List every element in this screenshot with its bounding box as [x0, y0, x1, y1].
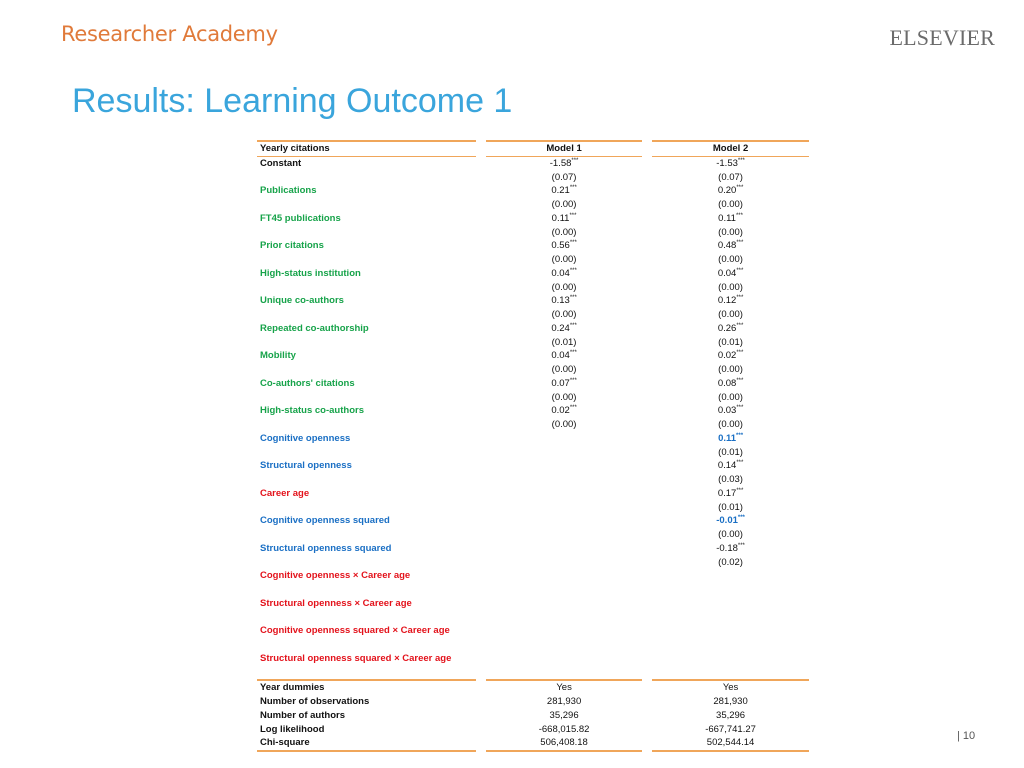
model-2-coefficient — [652, 239, 809, 253]
statistic-label: Log likelihood — [260, 723, 325, 735]
model-2-coefficient — [652, 624, 809, 638]
model-1-standard-error — [486, 611, 643, 625]
coefficient-row — [257, 432, 809, 446]
model-1-coefficient — [486, 542, 643, 556]
empty-label — [257, 336, 476, 350]
empty-label — [257, 391, 476, 405]
model-2-coefficient — [652, 294, 809, 308]
variable-label: FT45 publications — [260, 212, 341, 224]
significance-stars: *** — [569, 267, 577, 274]
coefficient-row — [257, 404, 809, 418]
coefficient-value: 0.08 — [717, 377, 737, 389]
model-2-statistic: 281,930 — [713, 696, 748, 707]
coefficient-value: -1.53 — [716, 157, 738, 169]
empty-label — [257, 418, 476, 432]
model-2-coefficient — [652, 156, 809, 170]
model-2-standard-error: (0.00) — [718, 391, 743, 403]
model-2-coefficient — [652, 652, 809, 666]
model-2-standard-error: (0.02) — [718, 556, 743, 568]
empty-label — [257, 666, 476, 681]
model-2-standard-error: (0.01) — [718, 336, 743, 348]
significance-stars: *** — [737, 542, 745, 549]
variable-label: Mobility — [260, 350, 296, 362]
standard-error-row — [257, 446, 809, 460]
researcher-academy-logo: Researcher Academy — [61, 22, 278, 46]
model-2-standard-error: (0.01) — [718, 446, 743, 458]
model-1-coefficient — [486, 459, 643, 473]
model-1-coefficient — [486, 514, 643, 528]
significance-stars: *** — [569, 322, 577, 329]
model-1-standard-error — [486, 446, 643, 460]
header-model-1: Model 1 — [486, 141, 643, 156]
coefficient-row — [257, 569, 809, 583]
model-2-coefficient — [652, 542, 809, 556]
variable-label: Publications — [260, 185, 317, 197]
model-1-standard-error — [486, 501, 643, 515]
model-2-coefficient — [652, 597, 809, 611]
model-2-standard-error: (0.01) — [718, 501, 743, 513]
model-2-standard-error: (0.00) — [718, 529, 743, 540]
model-1-statistic: 35,296 — [549, 709, 579, 721]
empty-label — [257, 583, 476, 597]
standard-error-row — [257, 583, 809, 597]
coefficient-value: 0.24 — [551, 322, 570, 334]
standard-error-row — [257, 391, 809, 405]
significance-stars: *** — [569, 185, 577, 192]
standard-error-row — [257, 363, 809, 377]
model-1-statistic: 281,930 — [546, 696, 582, 707]
empty-label — [257, 171, 476, 185]
model-1-standard-error — [486, 666, 643, 681]
variable-label: Career age — [260, 487, 310, 499]
coefficient-value: 0.04 — [717, 267, 737, 279]
standard-error-row — [257, 666, 809, 681]
coefficient-row — [257, 597, 809, 611]
significance-stars: *** — [736, 377, 744, 384]
empty-label — [257, 638, 476, 652]
coefficient-row — [257, 624, 809, 638]
coefficient-value: 0.20 — [717, 185, 737, 197]
model-2-coefficient — [652, 267, 809, 281]
model-1-standard-error — [486, 638, 643, 652]
significance-stars: *** — [736, 405, 744, 412]
model-1-standard-error: (0.00) — [551, 391, 577, 403]
variable-label: Cognitive openness squared — [260, 515, 390, 527]
page-number: | 10 — [957, 730, 976, 742]
statistic-label: Number of observations — [260, 696, 370, 707]
variable-label: Unique co-authors — [260, 295, 344, 307]
model-2-coefficient — [652, 432, 809, 446]
model-2-standard-error: (0.00) — [718, 226, 743, 238]
coefficient-value: 0.48 — [717, 240, 737, 252]
variable-label: High-status co-authors — [260, 405, 364, 417]
empty-label — [257, 253, 476, 267]
model-1-coefficient — [486, 267, 643, 281]
coefficient-row — [257, 487, 809, 501]
model-2-coefficient — [652, 569, 809, 583]
coefficient-row — [257, 212, 809, 226]
significance-stars: *** — [736, 350, 744, 357]
coefficient-row — [257, 514, 809, 528]
variable-label: Cognitive openness — [260, 432, 351, 444]
model-2-standard-error — [652, 638, 809, 652]
coefficient-value: 0.17 — [717, 487, 737, 499]
coefficient-row — [257, 184, 809, 198]
model-2-standard-error: (0.07) — [718, 171, 743, 183]
model-1-coefficient — [486, 239, 643, 253]
model-2-standard-error: (0.00) — [718, 281, 743, 293]
model-1-standard-error — [486, 583, 643, 597]
model-statistic-row — [257, 680, 809, 695]
model-2-standard-error — [652, 666, 809, 681]
variable-label: Structural openness × Career age — [260, 597, 412, 609]
model-1-coefficient — [486, 294, 643, 308]
variable-label: Structural openness squared — [260, 542, 392, 554]
standard-error-row — [257, 281, 809, 295]
model-2-statistic: 502,544.14 — [652, 736, 809, 751]
model-2-standard-error: (0.00) — [718, 309, 743, 320]
coefficient-row — [257, 156, 809, 170]
model-2-standard-error: (0.00) — [718, 199, 743, 210]
model-2-statistic: Yes — [652, 680, 809, 695]
coefficient-value: 0.04 — [551, 267, 570, 279]
model-statistic-row — [257, 709, 809, 723]
coefficient-value: 0.02 — [551, 405, 570, 417]
model-2-statistic: -667,741.27 — [705, 723, 756, 735]
coefficient-value: 0.03 — [717, 405, 737, 417]
significance-stars: *** — [569, 295, 577, 302]
standard-error-row — [257, 418, 809, 432]
coefficient-value: 0.21 — [551, 185, 570, 197]
statistic-label: Number of authors — [260, 709, 345, 721]
variable-label: Structural openness squared × Career age — [260, 652, 452, 664]
coefficient-value: -0.01 — [716, 515, 738, 527]
significance-stars: *** — [569, 377, 577, 384]
model-statistic-row — [257, 723, 809, 737]
significance-stars: *** — [736, 487, 744, 494]
model-2-coefficient — [652, 459, 809, 473]
model-2-coefficient — [652, 322, 809, 336]
coefficient-row — [257, 294, 809, 308]
model-2-coefficient — [652, 349, 809, 363]
model-2-standard-error: (0.00) — [718, 254, 743, 265]
coefficient-value: 0.04 — [551, 350, 570, 362]
standard-error-row — [257, 336, 809, 350]
variable-label: Constant — [260, 157, 302, 169]
model-1-coefficient — [486, 212, 643, 226]
model-1-coefficient — [486, 322, 643, 336]
header-dependent-variable: Yearly citations — [257, 141, 476, 156]
variable-label: Repeated co-authorship — [260, 322, 369, 334]
standard-error-row — [257, 611, 809, 625]
model-1-coefficient — [486, 184, 643, 198]
standard-error-row — [257, 528, 809, 542]
model-1-standard-error: (0.07) — [551, 171, 577, 183]
model-1-standard-error: (0.00) — [551, 281, 577, 293]
coefficient-value: 0.11 — [718, 212, 736, 224]
significance-stars: *** — [569, 240, 577, 247]
model-2-standard-error: (0.00) — [718, 419, 743, 430]
significance-stars: *** — [735, 212, 743, 219]
significance-stars: *** — [736, 185, 744, 192]
model-2-coefficient — [652, 487, 809, 501]
model-2-standard-error — [652, 583, 809, 597]
standard-error-row — [257, 308, 809, 322]
model-1-coefficient — [486, 652, 643, 666]
standard-error-row — [257, 198, 809, 212]
standard-error-row — [257, 171, 809, 185]
model-1-coefficient — [486, 349, 643, 363]
coefficient-value: 0.26 — [717, 322, 737, 334]
significance-stars: *** — [569, 405, 577, 412]
empty-label — [257, 501, 476, 515]
variable-label: Structural openness — [260, 460, 352, 472]
model-1-standard-error: (0.00) — [551, 309, 577, 320]
coefficient-row — [257, 542, 809, 556]
empty-label — [257, 226, 476, 240]
significance-stars: *** — [736, 322, 744, 329]
empty-label — [257, 446, 476, 460]
model-1-standard-error: (0.00) — [551, 254, 577, 265]
significance-stars: *** — [736, 432, 744, 439]
statistic-label: Chi-square — [257, 736, 476, 751]
model-2-statistic: 35,296 — [716, 709, 746, 721]
model-2-coefficient — [652, 212, 809, 226]
model-1-standard-error: (0.01) — [551, 336, 577, 348]
model-1-coefficient — [486, 156, 643, 170]
model-2-standard-error: (0.00) — [718, 364, 743, 375]
coefficient-value: 0.14 — [717, 460, 737, 472]
empty-label — [257, 198, 476, 212]
coefficient-row — [257, 377, 809, 391]
empty-label — [257, 308, 476, 322]
standard-error-row — [257, 638, 809, 652]
model-1-standard-error — [486, 473, 643, 487]
model-1-standard-error — [486, 528, 643, 542]
standard-error-row — [257, 556, 809, 570]
standard-error-row — [257, 473, 809, 487]
significance-stars: *** — [569, 350, 577, 357]
significance-stars: *** — [736, 295, 744, 302]
model-1-standard-error — [486, 556, 643, 570]
empty-label — [257, 528, 476, 542]
coefficient-row — [257, 652, 809, 666]
model-1-coefficient — [486, 597, 643, 611]
standard-error-row — [257, 501, 809, 515]
model-2-coefficient — [652, 514, 809, 528]
model-1-coefficient — [486, 432, 643, 446]
slide-title: Results: Learning Outcome 1 — [72, 82, 513, 120]
significance-stars: *** — [736, 460, 744, 467]
empty-label — [257, 363, 476, 377]
model-1-coefficient — [486, 487, 643, 501]
model-1-standard-error: (0.00) — [551, 199, 577, 210]
significance-stars: *** — [736, 240, 744, 247]
standard-error-row — [257, 253, 809, 267]
empty-label — [257, 611, 476, 625]
coefficient-value: 0.13 — [551, 295, 570, 307]
statistic-label: Year dummies — [257, 680, 476, 695]
model-statistic-row — [257, 695, 809, 709]
standard-error-row — [257, 226, 809, 240]
model-1-statistic: -668,015.82 — [538, 723, 590, 735]
model-2-coefficient — [652, 377, 809, 391]
coefficient-value: 0.12 — [717, 295, 737, 307]
significance-stars: *** — [736, 267, 744, 274]
table-header-row — [257, 141, 809, 156]
model-2-coefficient — [652, 184, 809, 198]
significance-stars: *** — [569, 212, 577, 219]
variable-label: Cognitive openness × Career age — [260, 570, 411, 582]
coefficient-row — [257, 322, 809, 336]
model-1-statistic: Yes — [486, 680, 643, 695]
model-2-standard-error — [652, 611, 809, 625]
coefficient-value: 0.11 — [718, 432, 737, 444]
coefficient-value: 0.02 — [717, 350, 737, 362]
header-model-2: Model 2 — [652, 141, 809, 156]
coefficient-row — [257, 267, 809, 281]
significance-stars: *** — [737, 157, 745, 164]
coefficient-value: -0.18 — [716, 542, 738, 554]
model-1-standard-error: (0.00) — [551, 364, 577, 375]
coefficient-value: 0.07 — [551, 377, 570, 389]
empty-label — [257, 281, 476, 295]
empty-label — [257, 473, 476, 487]
model-statistic-row — [257, 736, 809, 751]
model-1-coefficient — [486, 377, 643, 391]
coefficient-value: -1.58 — [549, 157, 572, 169]
coefficient-value: 0.56 — [551, 240, 570, 252]
significance-stars: *** — [571, 157, 579, 164]
coefficient-row — [257, 349, 809, 363]
variable-label: Co-authors' citations — [260, 377, 355, 389]
model-1-statistic: 506,408.18 — [486, 736, 643, 751]
empty-label — [257, 556, 476, 570]
model-1-coefficient — [486, 569, 643, 583]
variable-label: Cognitive openness squared × Career age — [260, 625, 450, 637]
coefficient-value: 0.11 — [551, 212, 570, 224]
variable-label: High-status institution — [260, 267, 361, 279]
model-1-standard-error: (0.00) — [551, 226, 577, 238]
variable-label: Prior citations — [260, 240, 324, 252]
model-1-coefficient — [486, 624, 643, 638]
model-1-standard-error: (0.00) — [551, 419, 577, 430]
elsevier-logo: ELSEVIER — [889, 25, 995, 50]
regression-table — [257, 140, 809, 752]
significance-stars: *** — [737, 515, 745, 522]
coefficient-row — [257, 239, 809, 253]
model-2-coefficient — [652, 404, 809, 418]
model-2-standard-error: (0.03) — [718, 474, 743, 485]
coefficient-row — [257, 459, 809, 473]
model-1-coefficient — [486, 404, 643, 418]
